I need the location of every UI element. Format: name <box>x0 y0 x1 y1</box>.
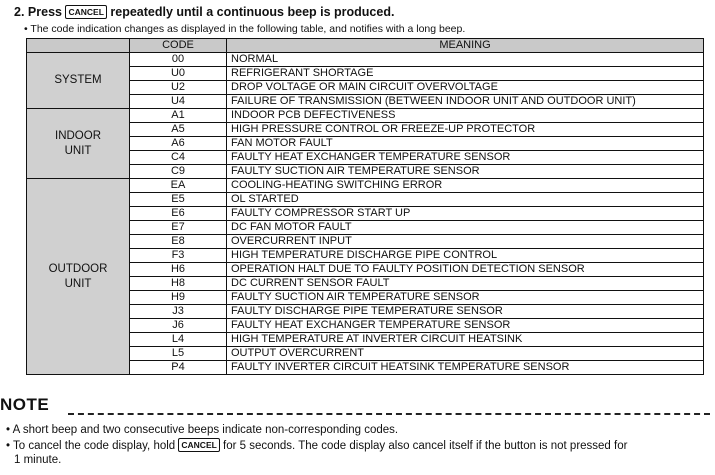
meaning-cell: FAULTY HEAT EXCHANGER TEMPERATURE SENSOR <box>227 151 704 165</box>
meaning-cell: FAN MOTOR FAULT <box>227 137 704 151</box>
group-label-line: UNIT <box>64 144 92 157</box>
code-cell: F3 <box>130 249 227 263</box>
group-label-line: OUTDOOR <box>48 262 108 275</box>
group-label <box>27 109 130 179</box>
meaning-cell: DROP VOLTAGE OR MAIN CIRCUIT OVERVOLTAGE <box>227 81 704 95</box>
table-row <box>27 109 704 123</box>
code-cell: U4 <box>130 95 227 109</box>
note-title: NOTE <box>0 395 50 414</box>
meaning-cell: FAILURE OF TRANSMISSION (BETWEEN INDOOR UNIT AND OUTDOOR UNIT) <box>227 95 704 109</box>
header-blank-cell <box>27 39 130 53</box>
meaning-cell: OPERATION HALT DUE TO FAULTY POSITION DETECTION SENSOR <box>227 263 704 277</box>
code-cell: P4 <box>130 361 227 375</box>
step-text-before: Press <box>27 5 62 19</box>
code-cell: H6 <box>130 263 227 277</box>
cancel-key-icon: CANCEL <box>178 438 219 452</box>
meaning-cell: FAULTY DISCHARGE PIPE TEMPERATURE SENSOR <box>227 305 704 319</box>
note-cancel-after: for 5 seconds. The code display also cancel itself if the button is not pressed for <box>223 440 628 452</box>
note-cancel-before: • To cancel the code display, hold <box>6 440 176 452</box>
meaning-cell: FAULTY SUCTION AIR TEMPERATURE SENSOR <box>227 291 704 305</box>
code-cell: A6 <box>130 137 227 151</box>
code-cell: H8 <box>130 277 227 291</box>
meaning-cell: OL STARTED <box>227 193 704 207</box>
code-cell: L5 <box>130 347 227 361</box>
meaning-cell: DC CURRENT SENSOR FAULT <box>227 277 704 291</box>
meaning-cell: FAULTY HEAT EXCHANGER TEMPERATURE SENSOR <box>227 319 704 333</box>
code-cell: J3 <box>130 305 227 319</box>
note-divider <box>68 413 710 415</box>
table-intro-note: • The code indication changes as displayed in the following table, and notifies with a long beep. <box>24 23 466 35</box>
code-cell: U0 <box>130 67 227 81</box>
code-cell: E8 <box>130 235 227 249</box>
header-code: CODE <box>130 39 227 53</box>
cancel-key-icon: CANCEL <box>65 5 106 19</box>
table-row <box>27 179 704 193</box>
code-cell: E7 <box>130 221 227 235</box>
code-cell: C4 <box>130 151 227 165</box>
header-meaning: MEANING <box>227 39 704 53</box>
error-code-table <box>26 38 704 375</box>
code-cell: A1 <box>130 109 227 123</box>
meaning-cell: FAULTY COMPRESSOR START UP <box>227 207 704 221</box>
meaning-cell: REFRIGERANT SHORTAGE <box>227 67 704 81</box>
group-label-line: INDOOR <box>55 129 101 142</box>
table-row <box>27 53 704 67</box>
instruction-step <box>14 5 394 19</box>
meaning-cell: NORMAL <box>227 53 704 67</box>
code-cell: L4 <box>130 333 227 347</box>
note-item-cancel <box>6 438 627 454</box>
meaning-cell: OVERCURRENT INPUT <box>227 235 704 249</box>
code-cell: E6 <box>130 207 227 221</box>
meaning-cell: FAULTY SUCTION AIR TEMPERATURE SENSOR <box>227 165 704 179</box>
meaning-cell: COOLING-HEATING SWITCHING ERROR <box>227 179 704 193</box>
code-cell: J6 <box>130 319 227 333</box>
meaning-cell: HIGH PRESSURE CONTROL OR FREEZE-UP PROTECTOR <box>227 123 704 137</box>
table-header-row <box>27 39 704 53</box>
group-label-line: SYSTEM <box>54 74 102 86</box>
note-item-cancel-continued: 1 minute. <box>14 454 62 466</box>
code-cell: C9 <box>130 165 227 179</box>
meaning-cell: HIGH TEMPERATURE DISCHARGE PIPE CONTROL <box>227 249 704 263</box>
code-cell: H9 <box>130 291 227 305</box>
code-cell: 00 <box>130 53 227 67</box>
meaning-cell: HIGH TEMPERATURE AT INVERTER CIRCUIT HEATSINK <box>227 333 704 347</box>
code-cell: EA <box>130 179 227 193</box>
meaning-cell: DC FAN MOTOR FAULT <box>227 221 704 235</box>
group-label <box>27 53 130 109</box>
table-body <box>27 53 704 375</box>
step-text-after: repeatedly until a continuous beep is produced. <box>110 5 395 19</box>
meaning-cell: FAULTY INVERTER CIRCUIT HEATSINK TEMPERATURE SENSOR <box>227 361 704 375</box>
meaning-cell: OUTPUT OVERCURRENT <box>227 347 704 361</box>
step-number: 2. <box>14 5 25 19</box>
meaning-cell: INDOOR PCB DEFECTIVENESS <box>227 109 704 123</box>
group-label <box>27 179 130 375</box>
code-cell: E5 <box>130 193 227 207</box>
code-cell: A5 <box>130 123 227 137</box>
code-cell: U2 <box>130 81 227 95</box>
group-label-line: UNIT <box>64 277 92 290</box>
note-item-beeps: • A short beep and two consecutive beeps indicate non-corresponding codes. <box>6 424 399 436</box>
